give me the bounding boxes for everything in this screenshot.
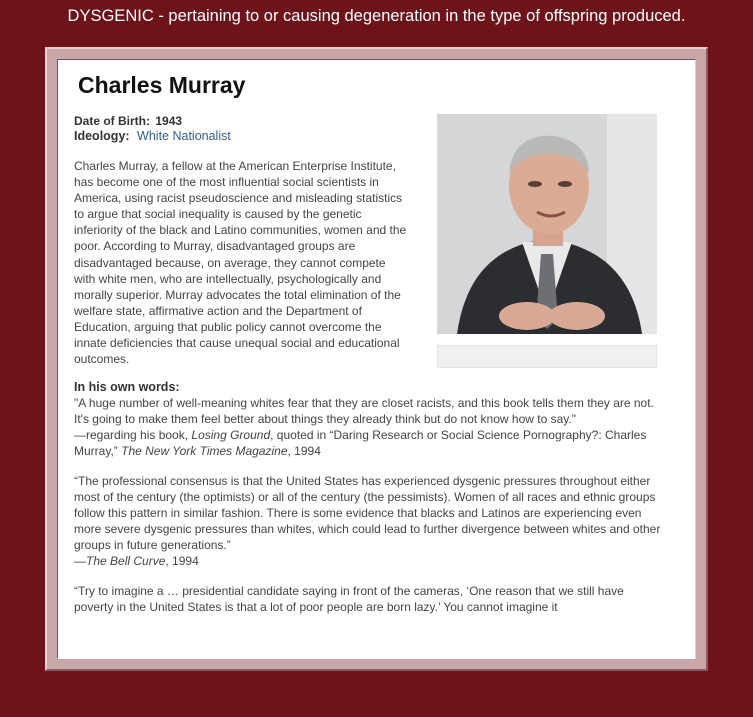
portrait-photo-icon: [437, 114, 657, 334]
quote-2-dash: —: [74, 554, 86, 568]
bio-paragraph: Charles Murray, a fellow at the American Enterprise Institute, has become one of the most influential social scientists in America, using racist pseudoscience and misleading statistics to argue that social inequality is caused by the genetic inferiority of the black and Latino communities, women and the poor. According to Murray, disadvantaged groups are disadvantaged because, on average, they cannot compete with white men, who are intellectually, psychologically and morally superior. Murray advocates the total elimination of the welfare state, affirmative action and the Department of Education, arguing that public policy cannot overcome the innate deficiencies that cause unequal social and educational outcomes.: [74, 159, 407, 367]
ideology-link[interactable]: White Nationalist: [137, 129, 231, 143]
ideology-row: [74, 129, 231, 143]
quotes-heading: In his own words:: [74, 380, 180, 394]
page-banner: DYSGENIC - pertaining to or causing degeneration in the type of offspring produced.: [67, 7, 686, 25]
quote-1: "A huge number of well-meaning whites fear that they are closet racists, and this book tells them they are not. It's going to make them feel better about things they already think but do not know how to say.": [74, 396, 654, 426]
ideology-label: Ideology:: [74, 129, 130, 143]
profile-name: Charles Murray: [78, 72, 246, 98]
quote-1-source-b: , quoted in “Daring Research or Social Science Pornography?: Charles Murray,”: [74, 428, 647, 458]
dob-row: [74, 114, 182, 128]
quote-1-year: , 1994: [287, 444, 321, 458]
quote-1-publication: The New York Times Magazine: [121, 444, 288, 458]
quote-2-book: The Bell Curve: [86, 554, 166, 568]
profile-card: [58, 60, 695, 659]
dob-label: Date of Birth:: [74, 114, 150, 128]
quote-3: “Try to imagine a … presidential candidate saying in front of the cameras, ‘One reason that we still have poverty in the United States is that a lot of poor people are born lazy.’ You cannot imagine it: [74, 584, 624, 614]
quotes-section: [74, 379, 664, 615]
photo-caption-bar: [437, 345, 657, 368]
quote-2: “The professional consensus is that the United States has experienced dysgenic pressures throughout either most of the century (the optimists) or all of the century (the pessimists). Women of all races and ethnic groups follow this pattern in similar fashion. There is some evidence that blacks and Latinos are experiencing even more severe dysgenic pressures than whites, which could lead to further divergence between whites and other groups in future generations.”: [74, 474, 661, 552]
quote-1-source: [74, 427, 664, 459]
quote-2-source: [74, 553, 664, 569]
portrait-photo-svg: [437, 114, 657, 334]
quote-1-book: Losing Ground: [191, 428, 271, 442]
quote-1-source-a: —regarding his book,: [74, 428, 192, 442]
dob-value: 1943: [155, 114, 183, 128]
quote-2-year: , 1994: [165, 554, 199, 568]
